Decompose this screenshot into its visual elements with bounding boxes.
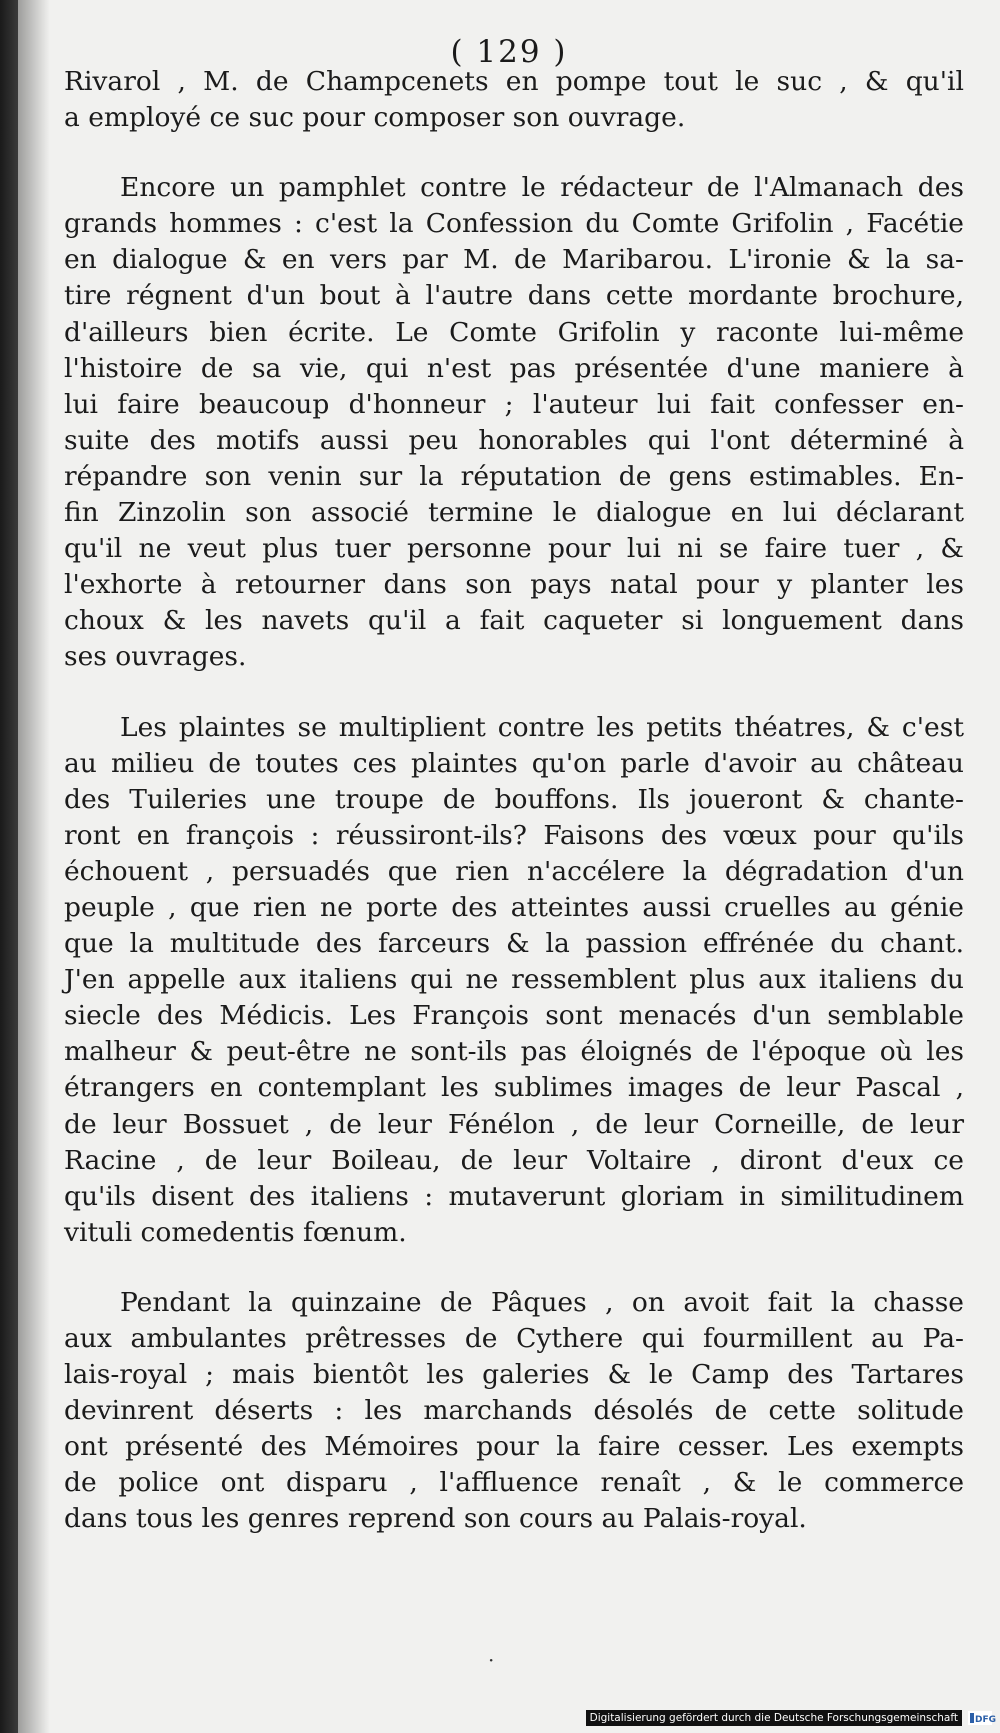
paragraph [64, 710, 964, 1251]
paragraph-spacing [64, 1251, 964, 1285]
text-line: grands hommes : c'est la Confession du Comte Grifolin , Facétie [64, 208, 964, 240]
text-line: Encore un pamphlet contre le rédacteur de l'Almanach des [120, 172, 964, 204]
text-line: Pendant la quinzaine de Pâques , on avoit fait la chasse [120, 1286, 964, 1318]
text-line: d'ailleurs bien écrite. Le Comte Grifolin y raconte lui-même [64, 316, 964, 348]
text-line: vituli comedentis fœnum. [64, 1216, 407, 1248]
text-line: des Tuileries une troupe de bouffons. Ils joueront & chante- [64, 783, 964, 815]
page-gutter-shadow [18, 0, 50, 1733]
page-mark: · [488, 1648, 495, 1672]
svg-text:DFG: DFG [975, 1715, 997, 1725]
text-line: tire régnent d'un bout à l'autre dans cette mordante brochure, [64, 280, 964, 312]
paragraph [64, 170, 964, 675]
text-line: peuple , que rien ne porte des atteintes aussi cruelles au génie [64, 891, 964, 923]
text-line: lui faire beaucoup d'honneur ; l'auteur lui fait confesser en- [64, 388, 964, 420]
funding-credit: Digitalisierung gefördert durch die Deutsche Forschungsgemeinschaft [586, 1710, 962, 1726]
text-line: qu'il ne veut plus tuer personne pour lui ni se faire tuer , & [64, 533, 964, 565]
text-line: de police ont disparu , l'affluence renaît , & le commerce [64, 1467, 964, 1499]
text-line: J'en appelle aux italiens qui ne ressemblent plus aux italiens du [64, 964, 964, 996]
book-page [18, 0, 1000, 1733]
text-line: aux ambulantes prêtresses de Cythere qui fourmillent au Pa- [64, 1323, 964, 1354]
text-line: Rivarol , M. de Champcenets en pompe tout le suc , & qu'il [64, 66, 964, 97]
text-line: Les plaintes se multiplient contre les petits théatres, & c'est [120, 711, 964, 743]
digitization-footer [586, 1707, 997, 1729]
text-line: siecle des Médicis. Les François sont menacés d'un semblable [64, 1000, 964, 1032]
text-line: suite des motifs aussi peu honorables qui l'ont déterminé à [64, 424, 964, 456]
dfg-logo-icon [968, 1711, 997, 1725]
text-line: l'exhorte à retourner dans son pays natal pour y planter les [64, 569, 964, 601]
page-number: ( 129 ) [450, 34, 568, 70]
paragraph-spacing [64, 136, 964, 170]
text-line: qu'ils disent des italiens : mutaverunt gloriam in similitudinem [64, 1180, 964, 1212]
text-line: fin Zinzolin son associé termine le dialogue en lui déclarant [64, 497, 964, 529]
text-line: au milieu de toutes ces plaintes qu'on parle d'avoir au château [64, 747, 964, 779]
text-line: que la multitude des farceurs & la passion effrénée du chant. [64, 928, 964, 960]
paragraph [64, 1285, 964, 1538]
text-line: malheur & peut-être ne sont-ils pas éloignés de l'époque où les [64, 1036, 964, 1068]
text-line: Racine , de leur Boileau, de leur Voltaire , diront d'eux ce [64, 1144, 964, 1176]
page-body-text [64, 64, 964, 1538]
text-line: ront en françois : réussiront-ils? Faisons des vœux pour qu'ils [64, 819, 964, 851]
text-line: ont présenté des Mémoires pour la faire cesser. Les exempts [64, 1431, 964, 1463]
scan-edge [0, 0, 18, 1733]
paragraph [64, 64, 964, 136]
text-line: l'histoire de sa vie, qui n'est pas présentée d'une maniere à [64, 352, 964, 384]
text-line: choux & les navets qu'il a fait caqueter si longuement dans [64, 605, 964, 637]
text-line: devinrent déserts : les marchands désolés de cette solitude [64, 1395, 964, 1427]
text-line: en dialogue & en vers par M. de Maribarou. L'ironie & la sa- [64, 244, 964, 276]
text-line: a employé ce suc pour composer son ouvrage. [64, 102, 686, 134]
text-line: répandre son venin sur la réputation de gens estimables. En- [64, 460, 964, 492]
text-line: de leur Bossuet , de leur Fénélon , de leur Corneille, de leur [64, 1108, 964, 1140]
text-line: étrangers en contemplant les sublimes images de leur Pascal , [64, 1072, 964, 1104]
text-line: lais-royal ; mais bientôt les galeries & le Camp des Tartares [64, 1359, 964, 1391]
text-line: ses ouvrages. [64, 641, 247, 673]
paragraph-spacing [64, 676, 964, 710]
text-line: dans tous les genres reprend son cours au Palais-royal. [64, 1503, 807, 1535]
text-line: échouent , persuadés que rien n'accélere la dégradation d'un [64, 855, 964, 887]
